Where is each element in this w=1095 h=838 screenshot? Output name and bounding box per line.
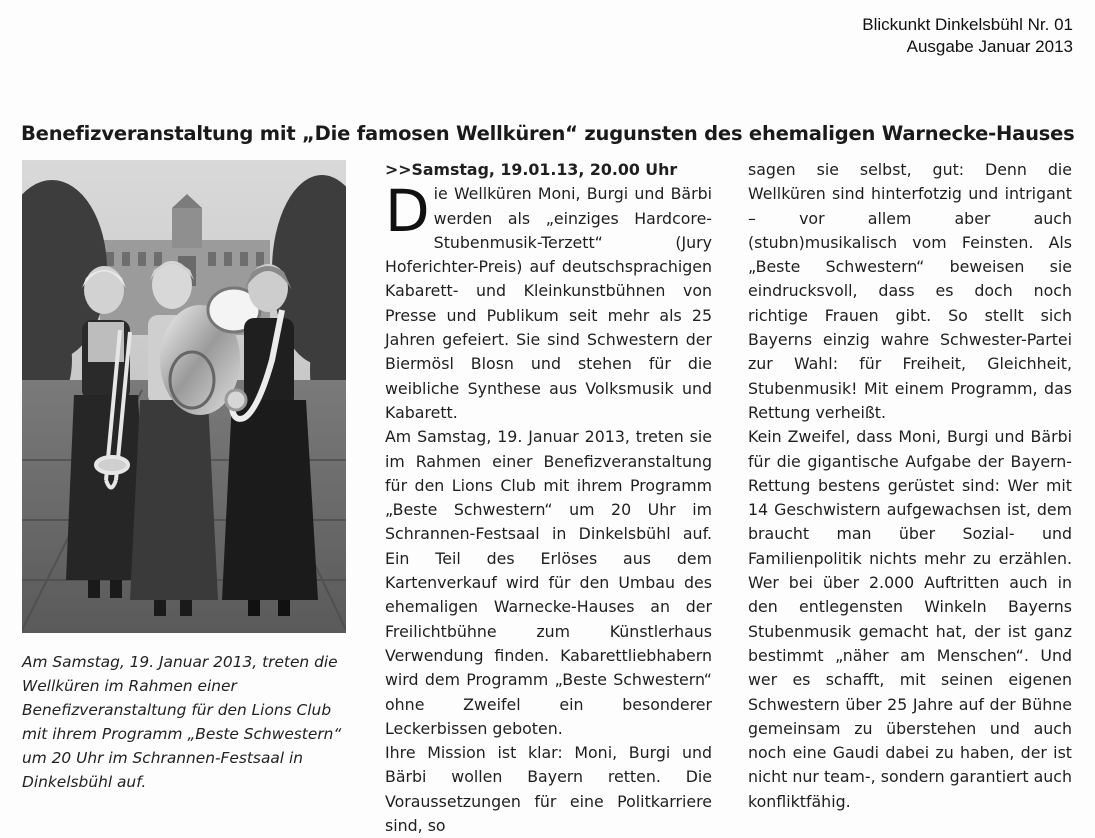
paragraph-closing: Kein Zweifel, dass Moni, Burgi und Bärbi für die gigantische Aufgabe der Bayern-Rettung bestens gerüstet sind: Wer mit 14 Geschwistern aufgewachsen ist, dem braucht man über Sozial- und Familienpolitik nichts mehr zu erzählen. Wer bei über 2.000 Auftritten auch in den entlegensten Winkeln Bayerns Stubenmusik gemacht hat, der ist ganz bestimmt „näher am Menschen“. Und wer es schafft, mit seinen eigenen Schwestern über 25 Jahre auf der Bühne gemeinsam zu überstehen und auch noch eine Gaudi dabei zu haben, der ist nicht nur team-, sondern garantiert auch konfliktfähig. — [748, 427, 1072, 811]
source-line-issue: Blickunkt Dinkelsbühl Nr. 01 — [862, 15, 1073, 34]
photo-caption: Am Samstag, 19. Januar 2013, treten die Wellküren im Rahmen einer Benefizveranstaltung für den Lions Club mit ihrem Programm „Beste Schwestern“ um 20 Uhr im Schrannen-Festsaal in Dinkelsbühl auf. — [22, 653, 342, 791]
source-line-edition: Ausgabe Januar 2013 — [906, 37, 1073, 56]
publication-source — [862, 14, 1073, 58]
article-column-middle — [385, 158, 712, 838]
article-column-right — [748, 158, 1072, 814]
article-photo — [22, 160, 346, 633]
paragraph-intro-text: ie Wellküren Moni, Burgi und Bärbi werden als „einziges Hardcore-Stubenmusik-Terzett“ (Jury Hoferichter-Preis) auf deutschsprachigen Kabarett- und Kleinkunstbühnen von Presse und Publikum seit mehr als 25 Jahren gefeiert. Sie sind Schwestern der Biermösl Blosn und stehen für die weibliche Synthese aus Volksmusik und Kabarett. — [385, 184, 712, 422]
paragraph-event: Am Samstag, 19. Januar 2013, treten sie im Rahmen einer Benefizveranstaltung für den Lions Club mit ihrem Programm „Beste Schwestern“ um 20 Uhr im Schrannen-Festsaal in Dinkelsbühl auf. Ein Teil des Erlöses aus dem Kartenverkauf wird für den Umbau des ehemaligen Warnecke-Hauses an der Freilichtbühne zum Künstlerhaus Verwendung finden. Kabarettliebhabern wird dem Programm „Beste Schwestern“ ohne Zweifel ein besonderer Leckerbissen geboten. — [385, 427, 712, 738]
event-dateline: >>Samstag, 19.01.13, 20.00 Uhr — [385, 160, 678, 179]
article-headline: Benefizveranstaltung mit „Die famosen Wellküren“ zugunsten des ehemaligen Warnecke-Hauses — [21, 122, 1075, 145]
drop-cap: D — [385, 177, 430, 246]
paragraph-mission: Ihre Mission ist klar: Moni, Burgi und Bärbi wollen Bayern retten. Die Voraussetzungen für eine Politkarriere sind, so — [385, 743, 712, 836]
paragraph-intro — [385, 177, 712, 425]
paragraph-continuation: sagen sie selbst, gut: Denn die Wellküren sind hinterfotzig und intrigant – vor allem aber auch (stubn)musikalisch vom Feinsten. Als „Beste Schwestern“ beweisen sie eindrucksvoll, dass es doch noch richtige Frauen gibt. So stellt sich Bayerns einzig wahre Schwester-Partei zur Wahl: für Freiheit, Gleichheit, Stubenmusik! Mit einem Programm, das Rettung verheißt. — [748, 160, 1072, 422]
